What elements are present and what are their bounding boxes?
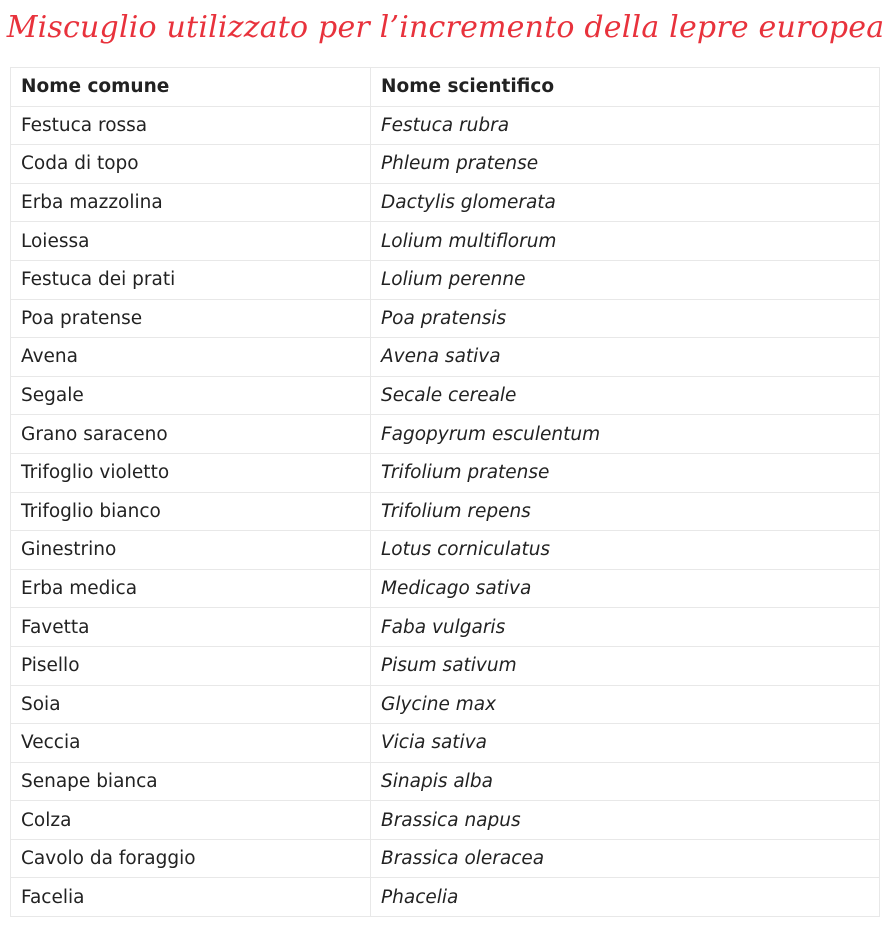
table-row [11, 878, 880, 917]
scientific-name-cell: Trifolium repens [371, 492, 880, 531]
common-name-cell: Grano saraceno [11, 415, 371, 454]
scientific-name-cell: Lotus corniculatus [371, 531, 880, 570]
table-row [11, 724, 880, 763]
common-name-cell: Avena [11, 338, 371, 377]
common-name-cell: Segale [11, 376, 371, 415]
scientific-name-cell: Fagopyrum esculentum [371, 415, 880, 454]
scientific-name-cell: Brassica oleracea [371, 839, 880, 878]
column-header-scientific-name: Nome scientifico [371, 68, 880, 107]
table-body [11, 106, 880, 916]
table-row [11, 569, 880, 608]
scientific-name-cell: Lolium perenne [371, 260, 880, 299]
common-name-cell: Soia [11, 685, 371, 724]
scientific-name-cell: Vicia sativa [371, 724, 880, 763]
table-row [11, 839, 880, 878]
table-row [11, 299, 880, 338]
table-row [11, 492, 880, 531]
common-name-cell: Cavolo da foraggio [11, 839, 371, 878]
scientific-name-cell: Lolium multiflorum [371, 222, 880, 261]
table-row [11, 531, 880, 570]
scientific-name-cell: Phacelia [371, 878, 880, 917]
table-header [11, 68, 880, 107]
common-name-cell: Trifoglio violetto [11, 453, 371, 492]
common-name-cell: Trifoglio bianco [11, 492, 371, 531]
scientific-name-cell: Faba vulgaris [371, 608, 880, 647]
header-row [11, 68, 880, 107]
table-row [11, 338, 880, 377]
table-row [11, 376, 880, 415]
common-name-cell: Senape bianca [11, 762, 371, 801]
species-table [10, 67, 880, 917]
common-name-cell: Poa pratense [11, 299, 371, 338]
scientific-name-cell: Medicago sativa [371, 569, 880, 608]
scientific-name-cell: Sinapis alba [371, 762, 880, 801]
species-table-container [10, 67, 879, 917]
common-name-cell: Pisello [11, 646, 371, 685]
table-row [11, 646, 880, 685]
common-name-cell: Veccia [11, 724, 371, 763]
common-name-cell: Festuca rossa [11, 106, 371, 145]
column-header-common-name: Nome comune [11, 68, 371, 107]
table-row [11, 260, 880, 299]
scientific-name-cell: Trifolium pratense [371, 453, 880, 492]
common-name-cell: Colza [11, 801, 371, 840]
common-name-cell: Coda di topo [11, 145, 371, 184]
scientific-name-cell: Glycine max [371, 685, 880, 724]
scientific-name-cell: Festuca rubra [371, 106, 880, 145]
common-name-cell: Erba medica [11, 569, 371, 608]
table-row [11, 415, 880, 454]
scientific-name-cell: Phleum pratense [371, 145, 880, 184]
table-row [11, 685, 880, 724]
table-row [11, 183, 880, 222]
common-name-cell: Festuca dei prati [11, 260, 371, 299]
common-name-cell: Facelia [11, 878, 371, 917]
page-title: Miscuglio utilizzato per l’incremento della lepre europea [6, 10, 885, 45]
common-name-cell: Favetta [11, 608, 371, 647]
table-row [11, 145, 880, 184]
scientific-name-cell: Pisum sativum [371, 646, 880, 685]
table-row [11, 608, 880, 647]
scientific-name-cell: Secale cereale [371, 376, 880, 415]
common-name-cell: Erba mazzolina [11, 183, 371, 222]
scientific-name-cell: Poa pratensis [371, 299, 880, 338]
scientific-name-cell: Avena sativa [371, 338, 880, 377]
table-row [11, 106, 880, 145]
table-row [11, 801, 880, 840]
table-row [11, 222, 880, 261]
table-row [11, 762, 880, 801]
common-name-cell: Ginestrino [11, 531, 371, 570]
table-row [11, 453, 880, 492]
scientific-name-cell: Brassica napus [371, 801, 880, 840]
scientific-name-cell: Dactylis glomerata [371, 183, 880, 222]
common-name-cell: Loiessa [11, 222, 371, 261]
